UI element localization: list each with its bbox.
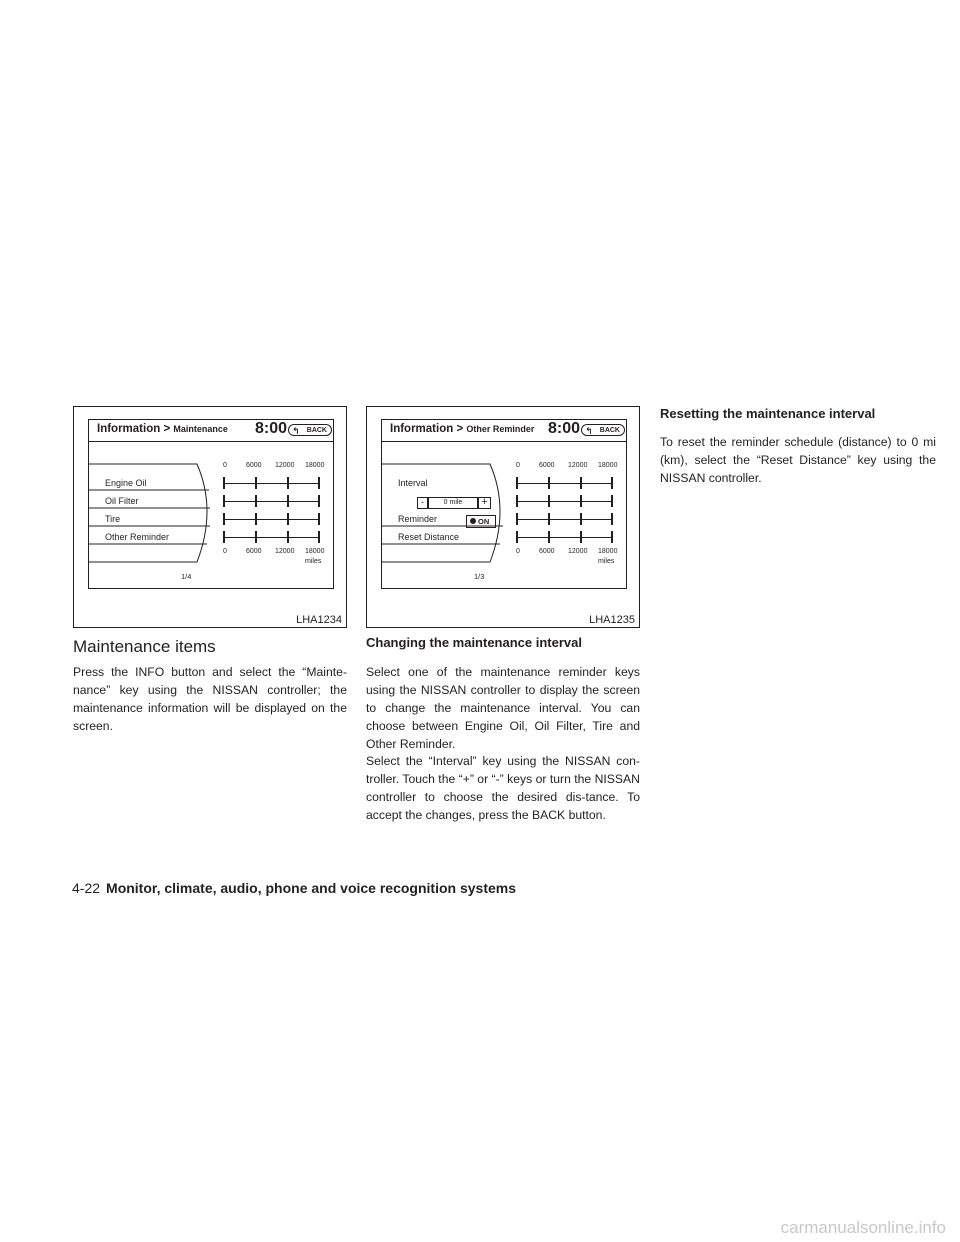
scale-top-tick-0: 0 [516, 462, 520, 469]
screen-header [97, 423, 228, 435]
back-button[interactable] [581, 424, 625, 436]
plus-button[interactable]: + [478, 497, 491, 509]
back-arrow-icon: ↰ [292, 426, 300, 436]
figure-code: LHA1234 [296, 614, 342, 626]
page-number: 4-22 [72, 880, 101, 896]
header-divider [382, 441, 627, 442]
scale-bottom-tick-18000: 18000 [598, 548, 618, 555]
back-button[interactable] [288, 424, 332, 436]
screen-header [390, 423, 534, 435]
page-indicator: 1/4 [181, 572, 192, 581]
scale-top-tick-18000: 18000 [305, 462, 325, 469]
scale-top-tick-18000: 18000 [598, 462, 618, 469]
figure-lha1234 [73, 406, 347, 628]
back-label: BACK [306, 427, 327, 434]
scale-bottom-tick-0: 0 [516, 548, 520, 555]
header-divider [89, 441, 334, 442]
heading-changing-interval: Changing the maintenance interval [366, 635, 582, 650]
clock: 8:00 [255, 420, 288, 437]
scale-top-tick-0: 0 [223, 462, 227, 469]
back-arrow-icon: ↰ [585, 426, 593, 436]
changing-interval-paragraph-2: Select the “Interval” key using the NISSAN con-troller. Touch the “+” or “-” keys or turn the NISSAN controller to choose the desired dis-tance. To accept the changes, press the BACK button. [366, 754, 640, 822]
heading-resetting-interval: Resetting the maintenance interval [660, 406, 876, 421]
minus-button[interactable]: - [417, 497, 428, 509]
header-sub: Maintenance [173, 424, 228, 434]
figure-code: LHA1235 [589, 614, 635, 626]
page-footer [72, 880, 516, 896]
watermark: carmanualsonline.info [780, 1218, 946, 1237]
scale-top-tick-6000: 6000 [539, 462, 555, 469]
menu-item-oil-filter[interactable]: Oil Filter [105, 496, 139, 506]
reminder-state: ON [478, 517, 490, 526]
menu-item-tire[interactable]: Tire [105, 514, 121, 524]
header-main: Information > [97, 423, 171, 435]
clock: 8:00 [548, 420, 581, 437]
chapter-title: Monitor, climate, audio, phone and voice recognition systems [106, 880, 516, 896]
menu-item-engine-oil[interactable]: Engine Oil [105, 478, 147, 488]
section-heading-maintenance-items: Maintenance items [73, 637, 216, 656]
reminder-toggle[interactable] [466, 515, 496, 528]
figure-lha1235 [366, 406, 640, 628]
scale-top-tick-12000: 12000 [568, 462, 588, 469]
reminder-label[interactable]: Reminder [398, 514, 438, 524]
scale-top-tick-6000: 6000 [246, 462, 262, 469]
page-indicator: 1/3 [474, 572, 485, 581]
maintenance-screen [88, 419, 334, 589]
scale-bottom-tick-12000: 12000 [568, 548, 588, 555]
toggle-dot-icon [470, 518, 476, 524]
interval-value: 0 mile [428, 497, 478, 509]
maintenance-items-paragraph: Press the INFO button and select the “Mainte-nance” key using the NISSAN controller; the maintenance information will be displayed on the screen. [73, 665, 347, 733]
header-main: Information > [390, 423, 464, 435]
interval-label[interactable]: Interval [398, 478, 428, 488]
other-reminder-screen [381, 419, 627, 589]
scale-bottom-tick-6000: 6000 [246, 548, 262, 555]
menu-item-other-reminder[interactable]: Other Reminder [105, 532, 170, 542]
scale-bottom-tick-18000: 18000 [305, 548, 325, 555]
scale-unit: miles [305, 558, 322, 565]
scale-unit: miles [598, 558, 615, 565]
scale-bottom-tick-12000: 12000 [275, 548, 295, 555]
scale-bottom-tick-6000: 6000 [539, 548, 555, 555]
resetting-interval-paragraph: To reset the reminder schedule (distance) to 0 mi (km), select the “Reset Distance” key using the NISSAN controller. [660, 435, 936, 485]
scale-top-tick-12000: 12000 [275, 462, 295, 469]
back-label: BACK [599, 427, 620, 434]
reset-distance-button[interactable]: Reset Distance [398, 532, 460, 542]
scale-bottom-tick-0: 0 [223, 548, 227, 555]
changing-interval-paragraph-1: Select one of the maintenance reminder keys using the NISSAN controller to display the screen to change the maintenance interval. You can choose between Engine Oil, Oil Filter, Tire and Other Reminder. [366, 665, 640, 751]
header-sub: Other Reminder [466, 424, 535, 434]
